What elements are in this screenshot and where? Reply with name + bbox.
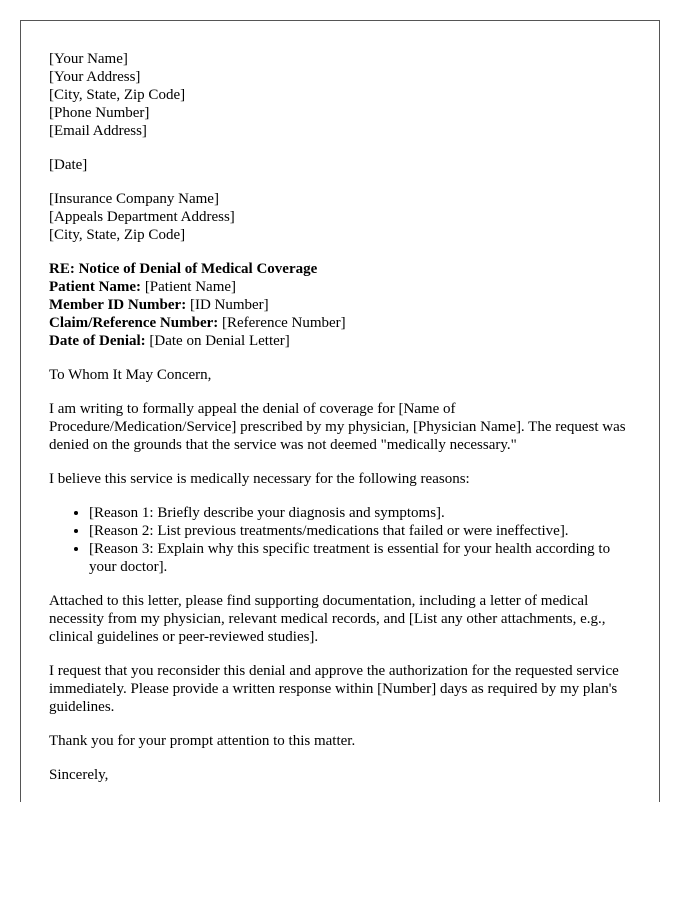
recipient-department-address: [Appeals Department Address] xyxy=(49,209,235,225)
claim-number-label: Claim/Reference Number: xyxy=(49,315,219,331)
paragraph-thanks: Thank you for your prompt attention to this matter. xyxy=(49,733,356,749)
letter-page xyxy=(20,20,660,802)
sender-phone: [Phone Number] xyxy=(49,105,150,121)
denial-date-line xyxy=(49,332,631,350)
patient-name-label: Patient Name: xyxy=(49,279,142,295)
paragraph-attachments: Attached to this letter, please find supporting documentation, including a letter of medical necessity from my physician, relevant medical records, and [List any other attachments, e.g., clinical guidelines or peer-reviewed studies]. xyxy=(49,593,606,645)
recipient-company: [Insurance Company Name] xyxy=(49,191,219,207)
date-block xyxy=(49,156,631,174)
closing: Sincerely, xyxy=(49,767,109,783)
re-subject: RE: Notice of Denial of Medical Coverage xyxy=(49,261,318,277)
claim-number-line xyxy=(49,314,631,332)
reason-item-2: • [Reason 2: List previous treatments/medications that failed or were ineffective]. xyxy=(89,522,631,540)
sender-email: [Email Address] xyxy=(49,123,147,139)
salutation: To Whom It May Concern, xyxy=(49,367,212,383)
paragraph-intro: I am writing to formally appeal the denial of coverage for [Name of Procedure/Medication/Service] prescribed by my physician, [Physician Name]. The request was denied on the grounds that the service was not deemed "medically necessary." xyxy=(49,401,626,453)
recipient-city-state-zip: [City, State, Zip Code] xyxy=(49,227,186,243)
patient-name-value: [Patient Name] xyxy=(141,279,237,295)
patient-name-line xyxy=(49,278,631,296)
paragraph-reasons-intro: I believe this service is medically necessary for the following reasons: xyxy=(49,471,470,487)
paragraph-request: I request that you reconsider this denial and approve the authorization for the requested service immediately. Please provide a written response within [Number] days as required by my plan's guidelines. xyxy=(49,663,619,715)
reasons-list xyxy=(49,504,631,576)
letter-date: [Date] xyxy=(49,157,88,173)
claim-number-value: [Reference Number] xyxy=(218,315,346,331)
member-id-label: Member ID Number: xyxy=(49,297,187,313)
re-block xyxy=(49,260,631,350)
member-id-line xyxy=(49,296,631,314)
sender-address: [Your Address] xyxy=(49,69,141,85)
denial-date-label: Date of Denial: xyxy=(49,333,146,349)
reason-item-3: • [Reason 3: Explain why this specific treatment is essential for your health according to your doctor]. xyxy=(89,540,631,576)
reason-item-1: • [Reason 1: Briefly describe your diagnosis and symptoms]. xyxy=(89,504,631,522)
denial-date-value: [Date on Denial Letter] xyxy=(145,333,290,349)
sender-name: [Your Name] xyxy=(49,51,128,67)
member-id-value: [ID Number] xyxy=(186,297,269,313)
sender-city-state-zip: [City, State, Zip Code] xyxy=(49,87,186,103)
sender-block xyxy=(49,50,631,140)
recipient-block xyxy=(49,190,631,244)
